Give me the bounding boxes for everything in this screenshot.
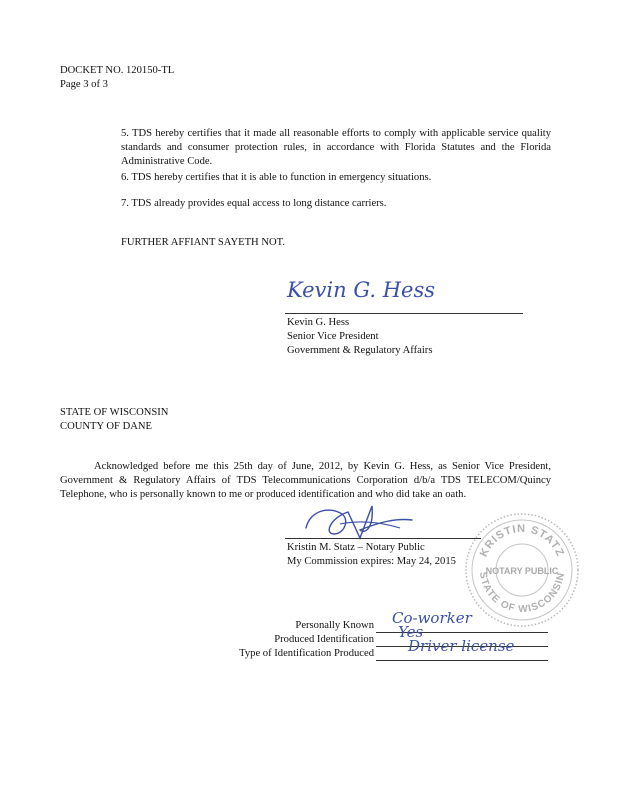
affiant-name: Kevin G. Hess [287,317,350,328]
venue-state: STATE OF WISCONSIN [60,407,169,418]
acknowledgment-text: Acknowledged before me this 25th day of June, 2012, by Kevin G. Hess, as Senior Vice President, Government & Regulatory Affairs of TDS Telecommunications Corporation d/b/a TDS TELECOM/Quincy Telephone, who is personally known to me or produced identification and who did take an oath. [60,461,551,500]
svg-text:KRISTIN STATZ: KRISTIN STATZ [477,522,567,559]
acknowledgment-paragraph [60,460,551,502]
affiant-signature: Kevin G. Hess [287,278,436,302]
docket-number: DOCKET NO. 120150-TL [60,65,175,76]
svg-text:STATE OF WISCONSIN: STATE OF WISCONSIN [476,571,568,616]
notary-signature-icon [300,500,420,542]
page-number: Page 3 of 3 [60,79,108,90]
notary-signature-line [285,538,481,539]
produced-identification-label: Produced Identification [274,634,374,645]
notary-name: Kristin M. Statz – Notary Public [287,542,425,553]
notary-seal-icon [462,510,582,630]
affiant-department: Government & Regulatory Affairs [287,345,433,356]
identification-type-line [376,660,548,661]
paragraph-5-text: 5. TDS hereby certifies that it made all reasonable efforts to comply with applicable service quality standards and consumer protection rules, in accordance with Florida Statutes and the Florida Administrative Code. [121,128,551,167]
identification-type-label: Type of Identification Produced [239,648,374,659]
venue-county: COUNTY OF DANE [60,421,153,432]
produced-identification-value: Yes [398,623,424,641]
personally-known-value: Co-worker [392,609,472,627]
personally-known-label: Personally Known [295,620,374,631]
paragraph-7: 7. TDS already provides equal access to long distance carriers. [121,198,387,209]
closing-statement: FURTHER AFFIANT SAYETH NOT. [121,237,285,248]
personally-known-row [180,609,550,633]
affiant-signature-line [285,313,523,314]
identification-type-value: Driver license [408,637,515,655]
notary-commission: My Commission expires: May 24, 2015 [287,556,456,567]
affiant-title: Senior Vice President [287,331,379,342]
paragraph-6: 6. TDS hereby certifies that it is able to function in emergency situations. [121,172,432,183]
svg-text:NOTARY PUBLIC: NOTARY PUBLIC [485,566,559,576]
paragraph-5 [121,127,551,169]
